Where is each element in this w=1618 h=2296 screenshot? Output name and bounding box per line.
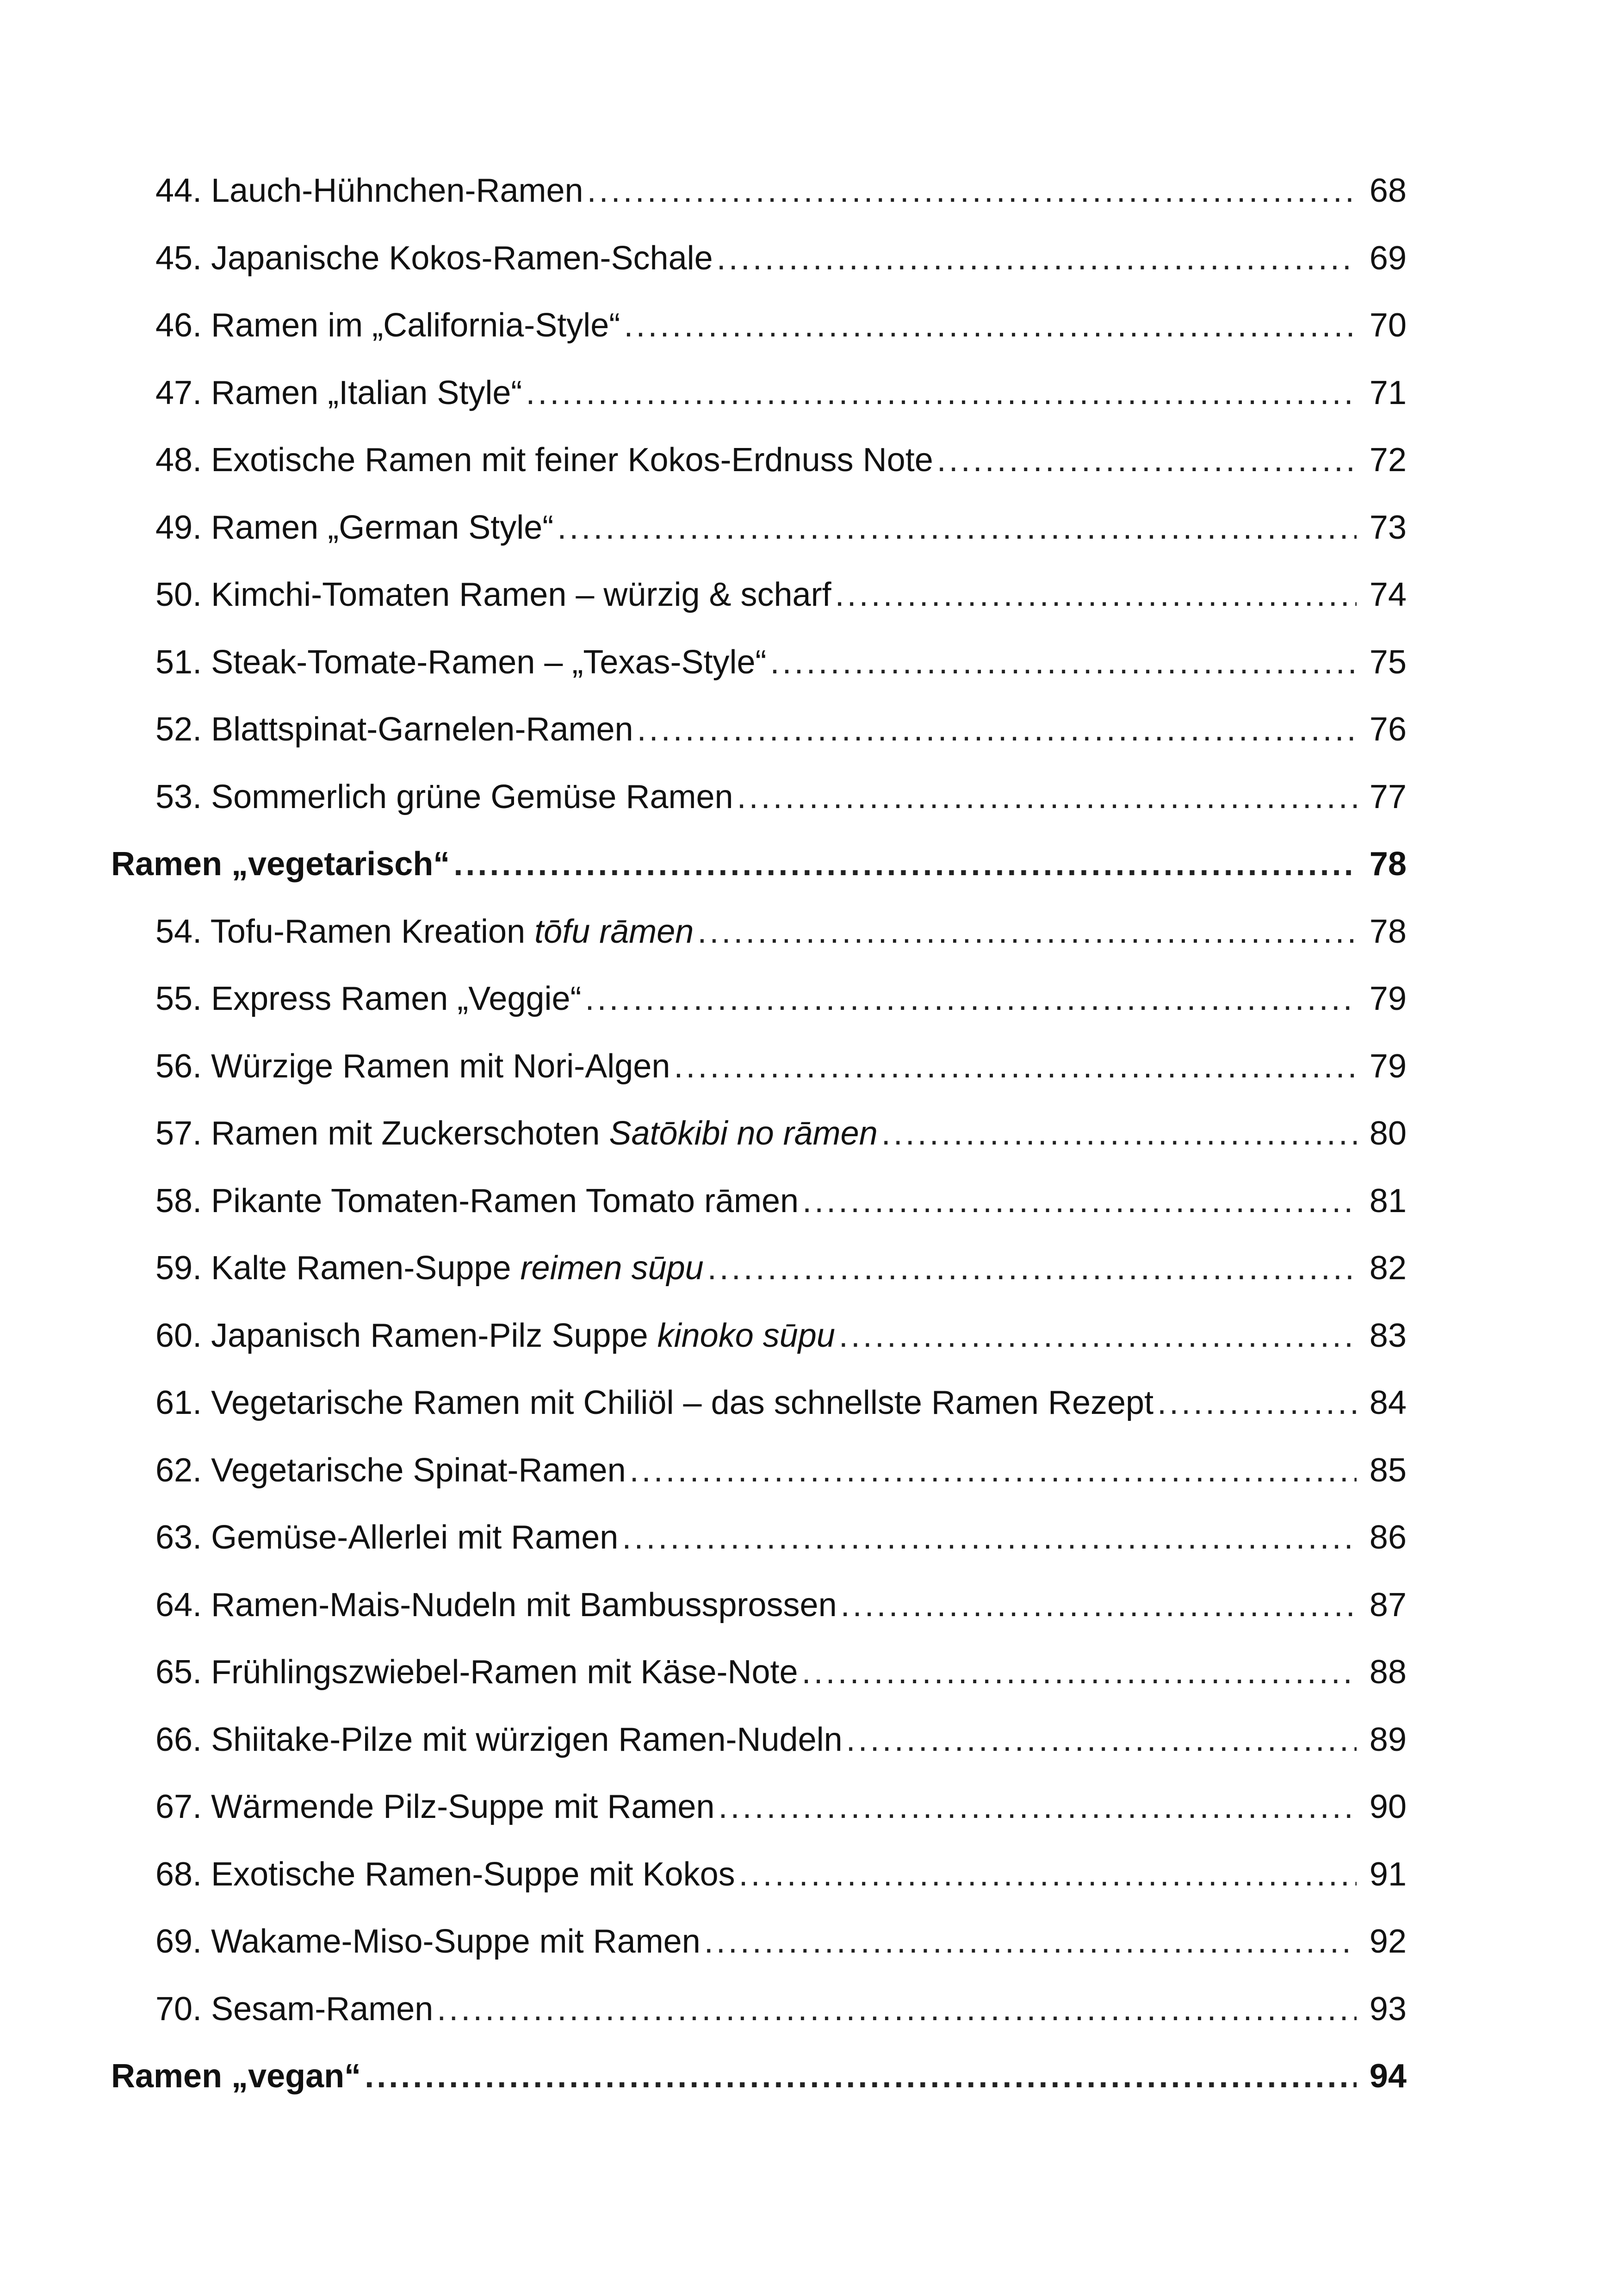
toc-entry-title	[155, 696, 633, 764]
toc-entry[interactable]	[111, 1572, 1407, 1639]
toc-entry-title	[155, 1437, 626, 1505]
toc-entry-text: Kimchi-Tomaten Ramen – würzig & scharf	[211, 576, 831, 613]
dot-leader	[587, 157, 1357, 225]
toc-page-number: 86	[1369, 1519, 1407, 1556]
toc-entry-number: 49.	[155, 509, 202, 546]
dot-leader	[624, 292, 1357, 360]
toc-page-number: 81	[1369, 1182, 1407, 1220]
dot-leader	[1157, 1369, 1357, 1437]
toc-entry[interactable]	[111, 225, 1407, 292]
toc-entry-number: 67.	[155, 1788, 202, 1825]
toc-entry-title	[155, 1976, 433, 2043]
table-of-contents	[111, 157, 1407, 2110]
toc-entry-text: Exotische Ramen mit feiner Kokos-Erdnuss Note	[211, 442, 933, 479]
toc-page-number: 92	[1369, 1923, 1407, 1960]
toc-entry-italic-term: reimen sūpu	[520, 1250, 704, 1287]
toc-entry-title	[155, 1302, 835, 1370]
toc-entry-number: 66.	[155, 1721, 202, 1758]
toc-entry-title	[155, 629, 767, 697]
toc-page-number: 89	[1369, 1721, 1407, 1758]
toc-entry-number: 69.	[155, 1923, 202, 1960]
toc-entry[interactable]	[111, 1706, 1407, 1774]
toc-entry-title	[155, 225, 713, 292]
dot-leader	[557, 494, 1357, 562]
toc-entry-title	[155, 292, 620, 360]
dot-leader	[802, 1639, 1357, 1706]
toc-entry[interactable]	[111, 1908, 1407, 1976]
toc-entry-text: Express Ramen „Veggie“	[211, 980, 582, 1017]
toc-page-number: 80	[1369, 1115, 1407, 1152]
toc-entry[interactable]	[111, 629, 1407, 697]
toc-entry-title	[155, 1033, 670, 1101]
toc-entry[interactable]	[111, 965, 1407, 1033]
toc-entry[interactable]	[111, 157, 1407, 225]
toc-entry-number: 70.	[155, 1990, 202, 2028]
toc-page-number: 71	[1369, 374, 1407, 411]
dot-leader	[707, 1235, 1357, 1302]
toc-entry[interactable]	[111, 1369, 1407, 1437]
toc-page-number: 74	[1369, 576, 1407, 613]
toc-entry-text: Ramen „vegetarisch“	[111, 846, 450, 883]
toc-entry[interactable]	[111, 764, 1407, 831]
toc-entry-number: 65.	[155, 1654, 202, 1691]
toc-entry[interactable]	[111, 292, 1407, 360]
toc-page-number: 75	[1369, 643, 1407, 681]
toc-page-number: 93	[1369, 1990, 1407, 2028]
toc-entry-text: Ramen im „California-Style“	[211, 307, 620, 344]
toc-entry-text: Shiitake-Pilze mit würzigen Ramen-Nudeln	[211, 1721, 843, 1758]
toc-page-number: 76	[1369, 711, 1407, 748]
dot-leader	[881, 1100, 1357, 1168]
toc-entry-title	[155, 157, 583, 225]
toc-entry-text: Japanisch Ramen-Pilz Suppe	[211, 1317, 657, 1354]
toc-entry-number: 48.	[155, 442, 202, 479]
dot-leader	[674, 1033, 1357, 1101]
toc-entry-number: 58.	[155, 1182, 202, 1220]
toc-entry-text: Lauch-Hühnchen-Ramen	[211, 172, 583, 209]
toc-page-number: 82	[1369, 1250, 1407, 1287]
toc-entry-text: Japanische Kokos-Ramen-Schale	[211, 239, 713, 277]
toc-entry-title	[155, 1369, 1153, 1437]
toc-entry-text: Vegetarische Ramen mit Chiliöl – das schnellste Ramen Rezept	[211, 1384, 1154, 1421]
toc-entry-number: 54.	[155, 913, 202, 950]
toc-entry-title	[155, 494, 553, 562]
toc-entry-title	[155, 1572, 837, 1639]
toc-entry[interactable]	[111, 1033, 1407, 1101]
toc-entry-number: 46.	[155, 307, 202, 344]
toc-page-number: 77	[1369, 778, 1407, 815]
toc-entry-number: 51.	[155, 643, 202, 681]
toc-page-number: 78	[1369, 846, 1407, 883]
toc-entry-number: 64.	[155, 1586, 202, 1624]
toc-entry-number: 55.	[155, 980, 202, 1017]
toc-entry-number: 45.	[155, 239, 202, 277]
toc-section-heading[interactable]	[111, 2043, 1407, 2110]
toc-entry-title	[155, 965, 581, 1033]
toc-entry[interactable]	[111, 1437, 1407, 1505]
toc-entry-italic-term: tōfu rāmen	[534, 913, 694, 950]
toc-entry-number: 59.	[155, 1250, 202, 1287]
toc-page-number: 85	[1369, 1451, 1407, 1489]
toc-entry[interactable]	[111, 1168, 1407, 1235]
dot-leader	[585, 965, 1357, 1033]
dot-leader	[937, 427, 1357, 494]
toc-page-number: 94	[1369, 2058, 1407, 2095]
toc-entry-title	[155, 764, 733, 831]
toc-entry-number: 47.	[155, 374, 202, 411]
toc-entry-text: Tofu-Ramen Kreation	[210, 913, 535, 950]
toc-entry-number: 57.	[155, 1115, 202, 1152]
toc-entry[interactable]	[111, 427, 1407, 494]
toc-entry[interactable]	[111, 1841, 1407, 1909]
toc-page-number: 78	[1369, 913, 1407, 950]
toc-page-number: 88	[1369, 1654, 1407, 1691]
toc-entry-number: 61.	[155, 1384, 202, 1421]
toc-page-number: 87	[1369, 1586, 1407, 1624]
dot-leader	[739, 1841, 1357, 1909]
dot-leader	[630, 1437, 1357, 1505]
toc-entry-text: Sommerlich grüne Gemüse Ramen	[211, 778, 733, 815]
dot-leader	[835, 561, 1357, 629]
toc-page-number: 83	[1369, 1317, 1407, 1354]
dot-leader	[846, 1706, 1357, 1774]
toc-entry-title	[155, 1639, 798, 1706]
toc-entry-title	[155, 360, 522, 427]
dot-leader	[637, 696, 1357, 764]
toc-entry-number: 63.	[155, 1519, 202, 1556]
toc-entry-title	[111, 2043, 361, 2110]
toc-page-number: 79	[1369, 1047, 1407, 1085]
toc-entry[interactable]	[111, 1235, 1407, 1302]
dot-leader	[839, 1302, 1357, 1370]
toc-entry-title	[155, 1168, 799, 1235]
toc-entry-number: 62.	[155, 1451, 202, 1489]
dot-leader	[802, 1168, 1357, 1235]
toc-entry-number: 44.	[155, 172, 202, 209]
dot-leader	[526, 360, 1357, 427]
toc-entry-title	[155, 898, 694, 966]
toc-entry-number: 60.	[155, 1317, 202, 1354]
toc-entry-title	[155, 1841, 735, 1909]
toc-entry[interactable]	[111, 1100, 1407, 1168]
toc-entry-text: Wärmende Pilz-Suppe mit Ramen	[211, 1788, 715, 1825]
toc-entry-number: 68.	[155, 1855, 202, 1893]
toc-entry-title	[155, 427, 933, 494]
toc-entry-text: Wakame-Miso-Suppe mit Ramen	[211, 1923, 701, 1960]
toc-entry-text: Ramen mit Zuckerschoten	[211, 1115, 609, 1152]
toc-entry-title	[155, 561, 831, 629]
toc-entry-text: Blattspinat-Garnelen-Ramen	[211, 711, 633, 748]
dot-leader	[770, 629, 1357, 697]
dot-leader	[622, 1504, 1357, 1572]
toc-entry[interactable]	[111, 360, 1407, 427]
toc-entry-title	[155, 1235, 704, 1302]
toc-entry-title	[155, 1504, 618, 1572]
toc-page-number: 72	[1369, 442, 1407, 479]
toc-page-number: 68	[1369, 172, 1407, 209]
toc-entry-text: Sesam-Ramen	[211, 1990, 434, 2028]
dot-leader	[841, 1572, 1357, 1639]
dot-leader	[697, 898, 1357, 966]
toc-entry-title	[155, 1908, 701, 1976]
toc-entry[interactable]	[111, 1773, 1407, 1841]
toc-entry[interactable]	[111, 494, 1407, 562]
toc-entry-text: Exotische Ramen-Suppe mit Kokos	[211, 1855, 735, 1893]
dot-leader	[365, 2043, 1357, 2110]
toc-entry-text: Frühlingszwiebel-Ramen mit Käse-Note	[211, 1654, 798, 1691]
dot-leader	[453, 831, 1357, 898]
dot-leader	[717, 225, 1357, 292]
toc-entry[interactable]	[111, 1302, 1407, 1370]
toc-page-number: 91	[1369, 1855, 1407, 1893]
dot-leader	[719, 1773, 1357, 1841]
toc-page-number: 73	[1369, 509, 1407, 546]
toc-entry[interactable]	[111, 696, 1407, 764]
toc-entry-title	[155, 1773, 715, 1841]
toc-entry-title	[155, 1706, 843, 1774]
toc-entry-number: 53.	[155, 778, 202, 815]
toc-entry-title	[111, 831, 450, 898]
toc-entry-text: Gemüse-Allerlei mit Ramen	[211, 1519, 619, 1556]
toc-entry-number: 50.	[155, 576, 202, 613]
toc-entry[interactable]	[111, 898, 1407, 966]
toc-entry[interactable]	[111, 1504, 1407, 1572]
toc-entry-italic-term: Satōkibi no rāmen	[609, 1115, 878, 1152]
toc-entry[interactable]	[111, 561, 1407, 629]
toc-entry-text: Pikante Tomaten-Ramen Tomato rāmen	[211, 1182, 799, 1220]
toc-entry-title	[155, 1100, 878, 1168]
dot-leader	[704, 1908, 1357, 1976]
toc-page-number: 79	[1369, 980, 1407, 1017]
toc-entry-text: Steak-Tomate-Ramen – „Texas-Style“	[211, 643, 767, 681]
toc-entry-number: 52.	[155, 711, 202, 748]
toc-entry-text: Würzige Ramen mit Nori-Algen	[211, 1047, 670, 1085]
toc-entry-italic-term: kinoko sūpu	[657, 1317, 835, 1354]
toc-page-number: 84	[1369, 1384, 1407, 1421]
toc-entry[interactable]	[111, 1976, 1407, 2043]
toc-section-heading[interactable]	[111, 831, 1407, 898]
toc-entry-text: Vegetarische Spinat-Ramen	[211, 1451, 626, 1489]
toc-entry-text: Ramen-Mais-Nudeln mit Bambussprossen	[211, 1586, 837, 1624]
dot-leader	[737, 764, 1357, 831]
toc-entry-text: Kalte Ramen-Suppe	[211, 1250, 521, 1287]
toc-page-number: 69	[1369, 239, 1407, 277]
dot-leader	[437, 1976, 1357, 2043]
toc-entry-text: Ramen „Italian Style“	[211, 374, 522, 411]
toc-entry[interactable]	[111, 1639, 1407, 1706]
toc-page-number: 70	[1369, 307, 1407, 344]
toc-entry-text: Ramen „German Style“	[211, 509, 554, 546]
toc-page-number: 90	[1369, 1788, 1407, 1825]
toc-entry-number: 56.	[155, 1047, 202, 1085]
toc-entry-text: Ramen „vegan“	[111, 2058, 361, 2095]
